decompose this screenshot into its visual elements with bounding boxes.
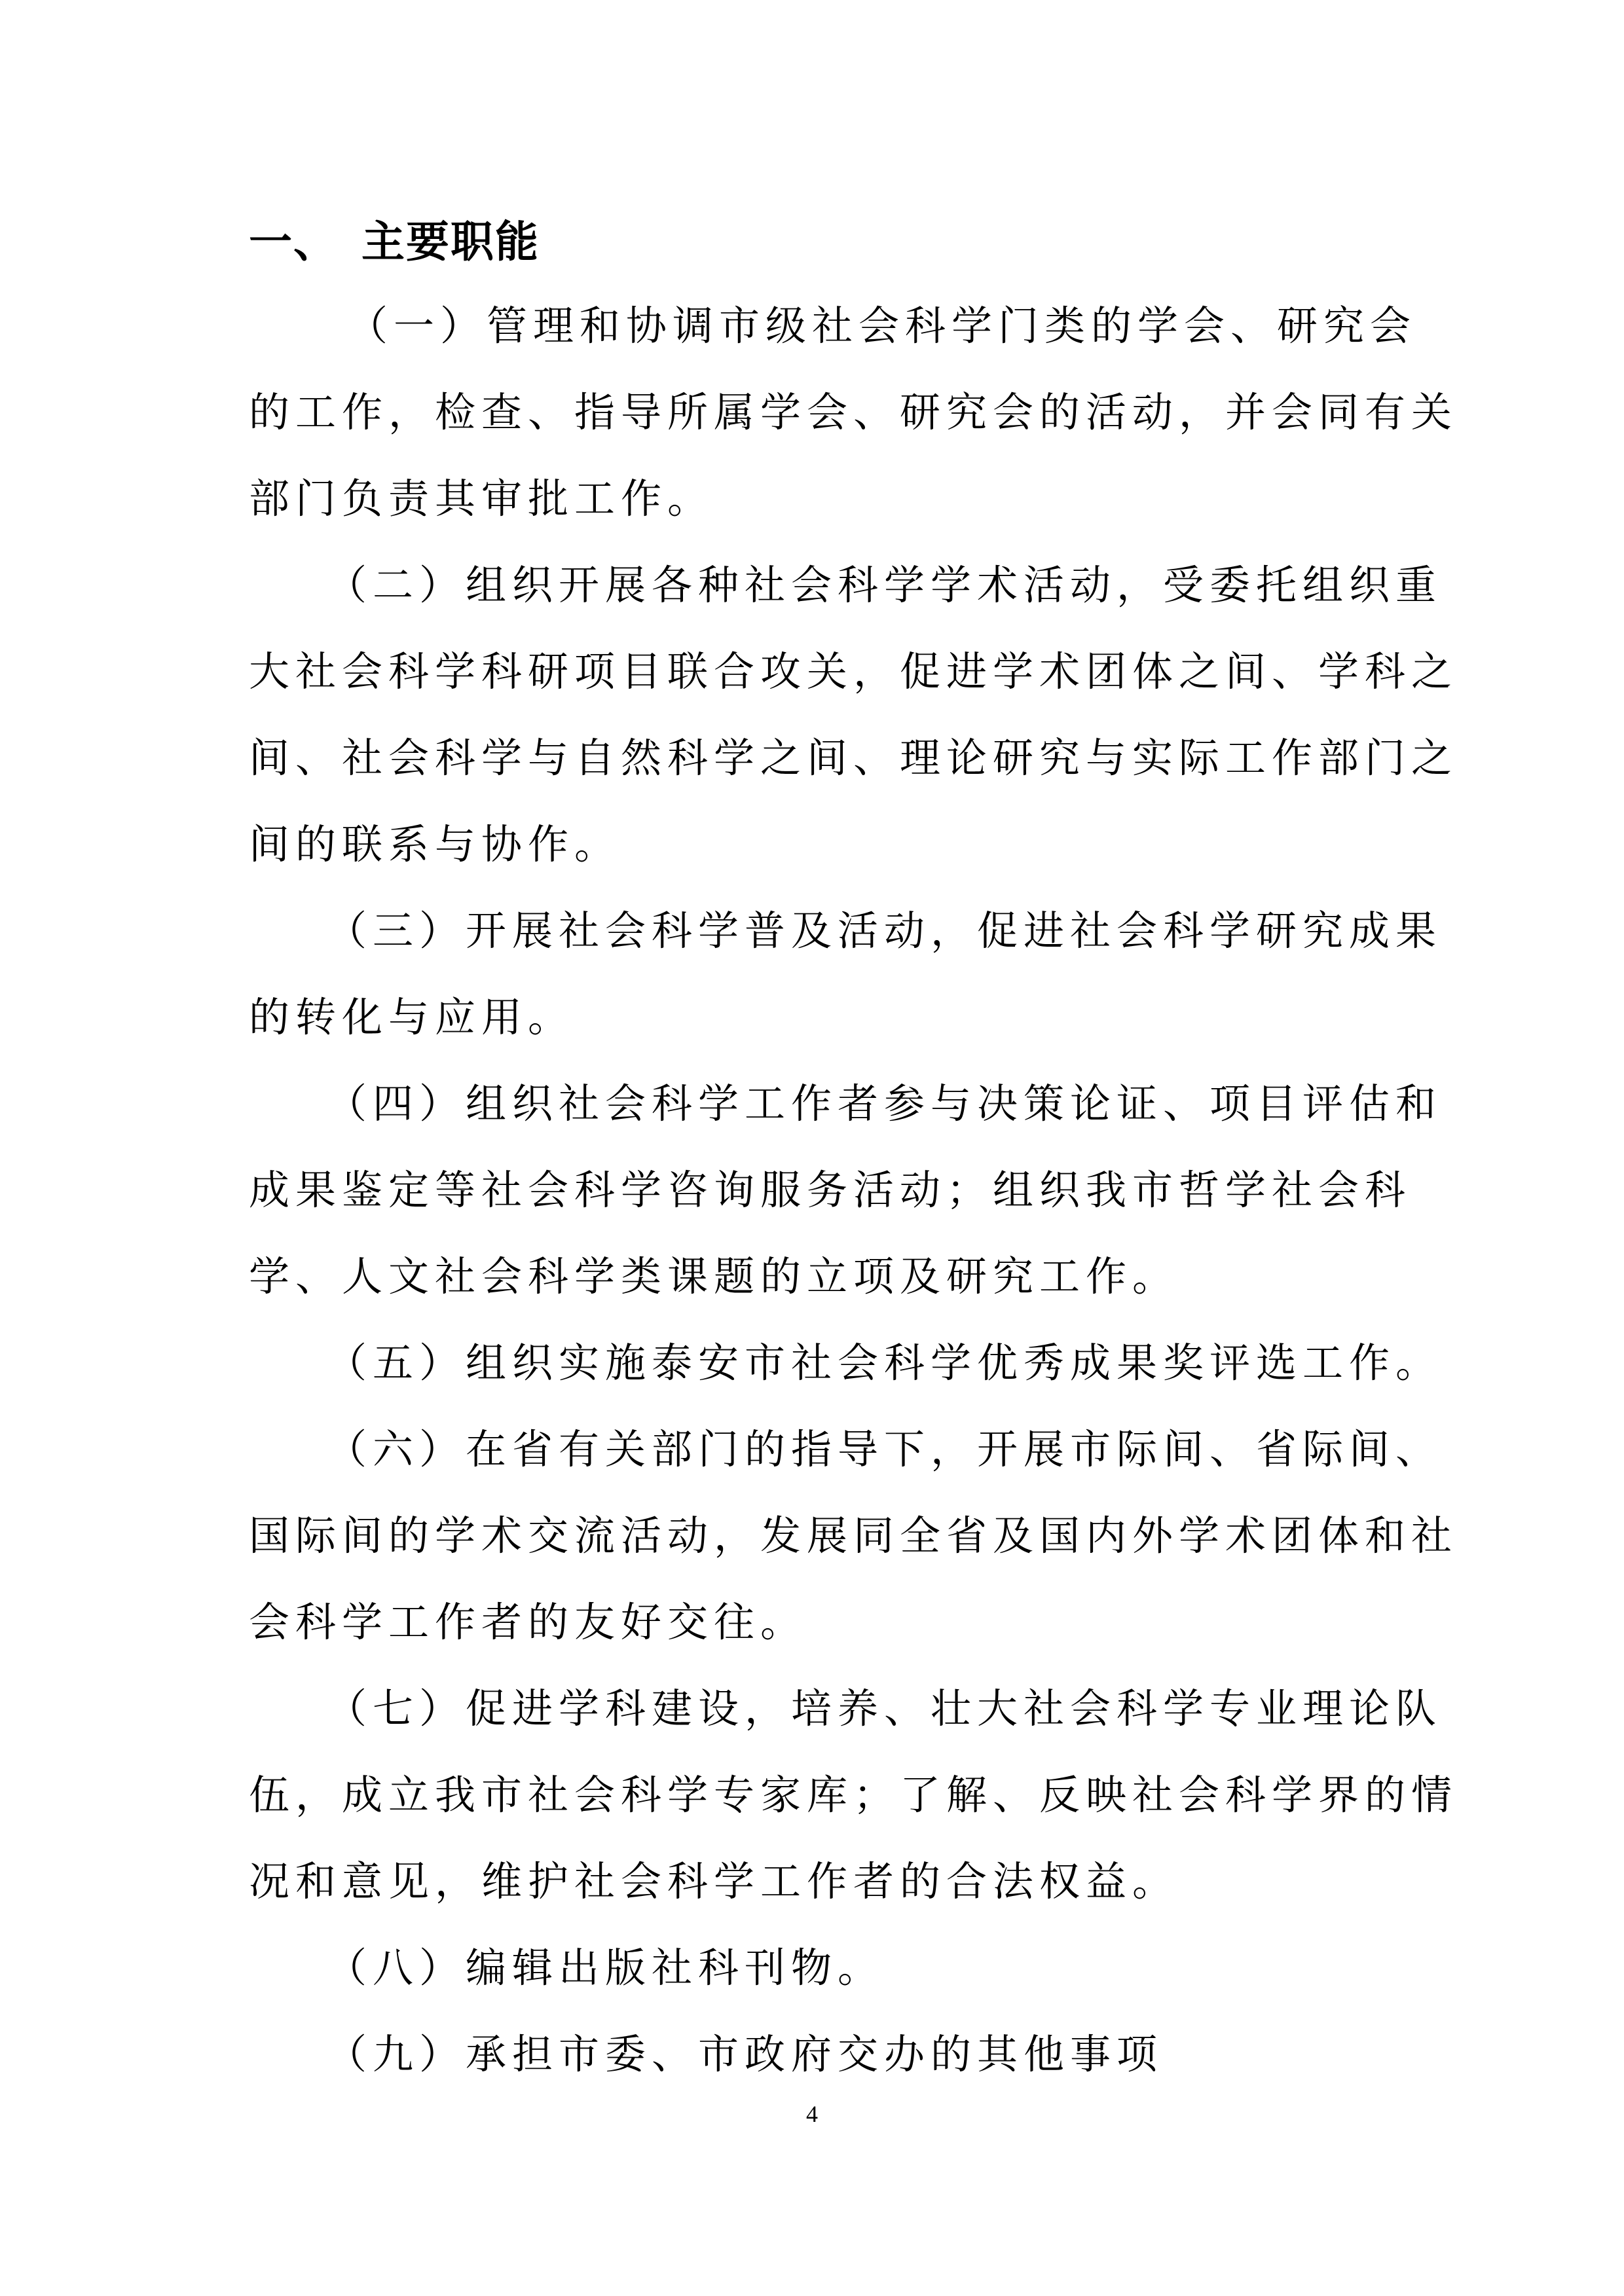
paragraph-line: 国际间的学术交流活动，发展同全省及国内外学术团体和社 — [249, 1512, 1458, 1559]
paragraph-line: 大社会科学科研项目联合攻关，促进学术团体之间、学科之 — [249, 647, 1458, 695]
section-heading — [249, 210, 1401, 275]
paragraph-line: 的转化与应用。 — [249, 993, 575, 1041]
paragraph-2 — [249, 542, 1458, 888]
paragraph-1 — [249, 283, 1458, 542]
paragraph-8 — [249, 1925, 1375, 2011]
page-number: 4 — [806, 2101, 818, 2127]
paragraph-3 — [249, 888, 1443, 1061]
paragraph-line: （三）开展社会科学普及活动，促进社会科学研究成果 — [326, 907, 1443, 955]
paragraph-9 — [249, 2011, 1375, 2098]
paragraph-line: （一）管理和协调市级社会科学门类的学会、研究会 — [347, 302, 1417, 350]
paragraph-line: 间的联系与协作。 — [249, 820, 621, 868]
paragraph-line: （五）组织实施泰安市社会科学优秀成果奖评选工作。 — [326, 1339, 1443, 1387]
paragraph-7 — [249, 1666, 1458, 1925]
paragraph-line: 会科学工作者的友好交往。 — [249, 1598, 807, 1646]
document-body — [249, 283, 1458, 2098]
paragraph-line: （七）促进学科建设，培养、壮大社会科学专业理论队 — [326, 1685, 1443, 1732]
paragraph-6 — [249, 1406, 1458, 1666]
paragraph-line: 间、社会科学与自然科学之间、理论研究与实际工作部门之 — [249, 734, 1458, 782]
paragraph-line: 部门负责其审批工作。 — [249, 475, 714, 522]
paragraph-line: （六）在省有关部门的指导下，开展市际间、省际间、 — [326, 1425, 1443, 1473]
paragraph-line: 况和意见，维护社会科学工作者的合法权益。 — [249, 1857, 1179, 1905]
paragraph-4 — [249, 1061, 1443, 1320]
paragraph-5 — [249, 1320, 1443, 1406]
paragraph-line: （四）组织社会科学工作者参与决策论证、项目评估和 — [326, 1080, 1443, 1127]
paragraph-line: 伍，成立我市社会科学专家库；了解、反映社会科学界的情 — [249, 1771, 1458, 1819]
paragraph-line: （九）承担市委、市政府交办的其他事项 — [326, 2030, 1164, 2078]
paragraph-line: （八）编辑出版社科刊物。 — [326, 1944, 885, 1992]
section-number: 一、 — [249, 217, 338, 267]
paragraph-line: 成果鉴定等社会科学咨询服务活动；组织我市哲学社会科 — [249, 1166, 1412, 1214]
paragraph-line: 的工作，检查、指导所属学会、研究会的活动，并会同有关 — [249, 388, 1458, 436]
paragraph-line: 学、人文社会科学类课题的立项及研究工作。 — [249, 1252, 1179, 1300]
section-title: 主要职能 — [361, 217, 540, 267]
paragraph-line: （二）组织开展各种社会科学学术活动，受委托组织重 — [326, 561, 1443, 609]
